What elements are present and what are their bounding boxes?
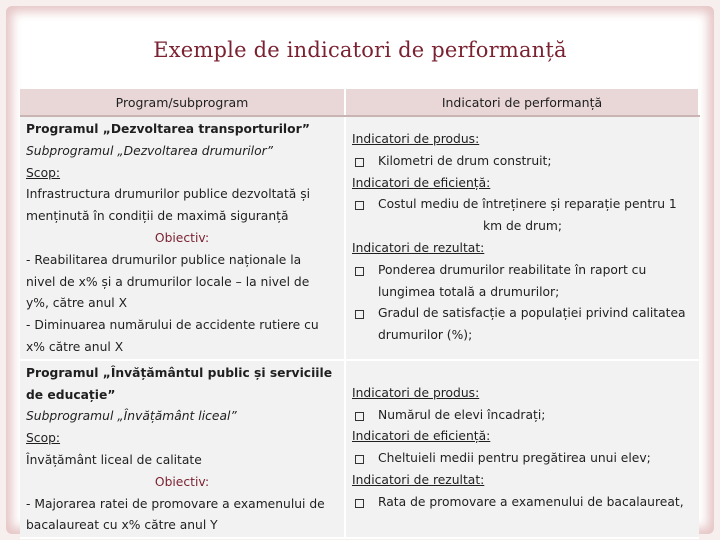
- scope-label: Scop:: [26, 165, 61, 180]
- slide-title: Exemple de indicatori de performanță: [153, 38, 567, 62]
- scope-text: Infrastructura drumurilor publice dezvoltată și: [26, 187, 311, 202]
- checkbox-bullet-icon: [355, 158, 364, 167]
- list-item: Numărul de elevi încadrați;: [352, 405, 693, 427]
- checkbox-bullet-icon: [355, 201, 364, 210]
- subprogram-name: Subprogramul „Învățământ liceal”: [26, 409, 237, 424]
- objective-text: - Diminuarea numărului de accidente rutiere cu: [26, 318, 319, 333]
- product-label: Indicatori de produs:: [352, 132, 480, 146]
- checkbox-bullet-icon: [355, 455, 364, 464]
- objective-text: - Reabilitarea drumurilor publice naționale la: [26, 252, 302, 267]
- checkbox-bullet-icon: [355, 310, 364, 319]
- objective-label: Obiectiv:: [154, 474, 210, 489]
- header-program: Program/subprogram: [20, 89, 345, 116]
- table-row: [20, 116, 699, 360]
- list-item: Cheltuieli medii pentru pregătirea unui elev;: [352, 448, 693, 470]
- program-name: de educație”: [26, 387, 116, 402]
- program-name: Programul „Învățământul public și serviciile: [26, 365, 333, 380]
- efficiency-label: Indicatori de eficiență:: [352, 429, 491, 444]
- objective-label: Obiectiv:: [154, 230, 210, 245]
- list-item: Gradul de satisfacție a populației privind calitatea: [352, 303, 693, 325]
- subprogram-name: Subprogramul „Dezvoltarea drumurilor”: [26, 143, 274, 158]
- scope-text: menținută în condiții de maximă siguranță: [26, 209, 289, 224]
- indicators-table: [20, 89, 700, 539]
- program-name: Programul „Dezvoltarea transporturilor”: [26, 122, 310, 136]
- objective-text: - Majorarea ratei de promovare a examenului de: [26, 496, 325, 511]
- list-item-continuation: km de drum;: [482, 219, 563, 234]
- checkbox-bullet-icon: [355, 267, 364, 276]
- list-item-continuation: lungimea totală a drumurilor;: [378, 284, 560, 299]
- list-item: Ponderea drumurilor reabilitate în raport cu: [352, 260, 693, 282]
- indicators-cell: [345, 360, 699, 538]
- list-item: Costul mediu de întreținere și reparație pentru 1: [352, 194, 693, 216]
- list-item: Kilometri de drum construit;: [352, 151, 693, 173]
- list-item: Rata de promovare a examenului de bacalaureat,: [352, 492, 693, 514]
- checkbox-bullet-icon: [355, 412, 364, 421]
- objective-text: nivel de x% și a drumurilor locale – la nivel de: [26, 274, 310, 289]
- header-indicators: Indicatori de performanță: [345, 89, 699, 116]
- objective-text: x% către anul X: [26, 339, 124, 354]
- scope-label: Scop:: [26, 431, 61, 446]
- product-label: Indicatori de produs:: [352, 385, 480, 400]
- checkbox-bullet-icon: [355, 499, 364, 508]
- program-cell: [20, 360, 345, 538]
- program-cell: [20, 116, 345, 360]
- efficiency-label: Indicatori de eficiență:: [352, 175, 491, 190]
- result-label: Indicatori de rezultat:: [352, 472, 485, 487]
- objective-text: bacalaureat cu x% către anul Y: [26, 518, 218, 533]
- scope-text: Învățământ liceal de calitate: [26, 452, 202, 467]
- table-header-row: [20, 89, 699, 116]
- table-row: [20, 360, 699, 538]
- list-item-continuation: drumurilor (%);: [378, 328, 473, 343]
- indicators-cell: [345, 116, 699, 360]
- result-label: Indicatori de rezultat:: [352, 240, 485, 255]
- objective-text: y%, către anul X: [26, 296, 128, 311]
